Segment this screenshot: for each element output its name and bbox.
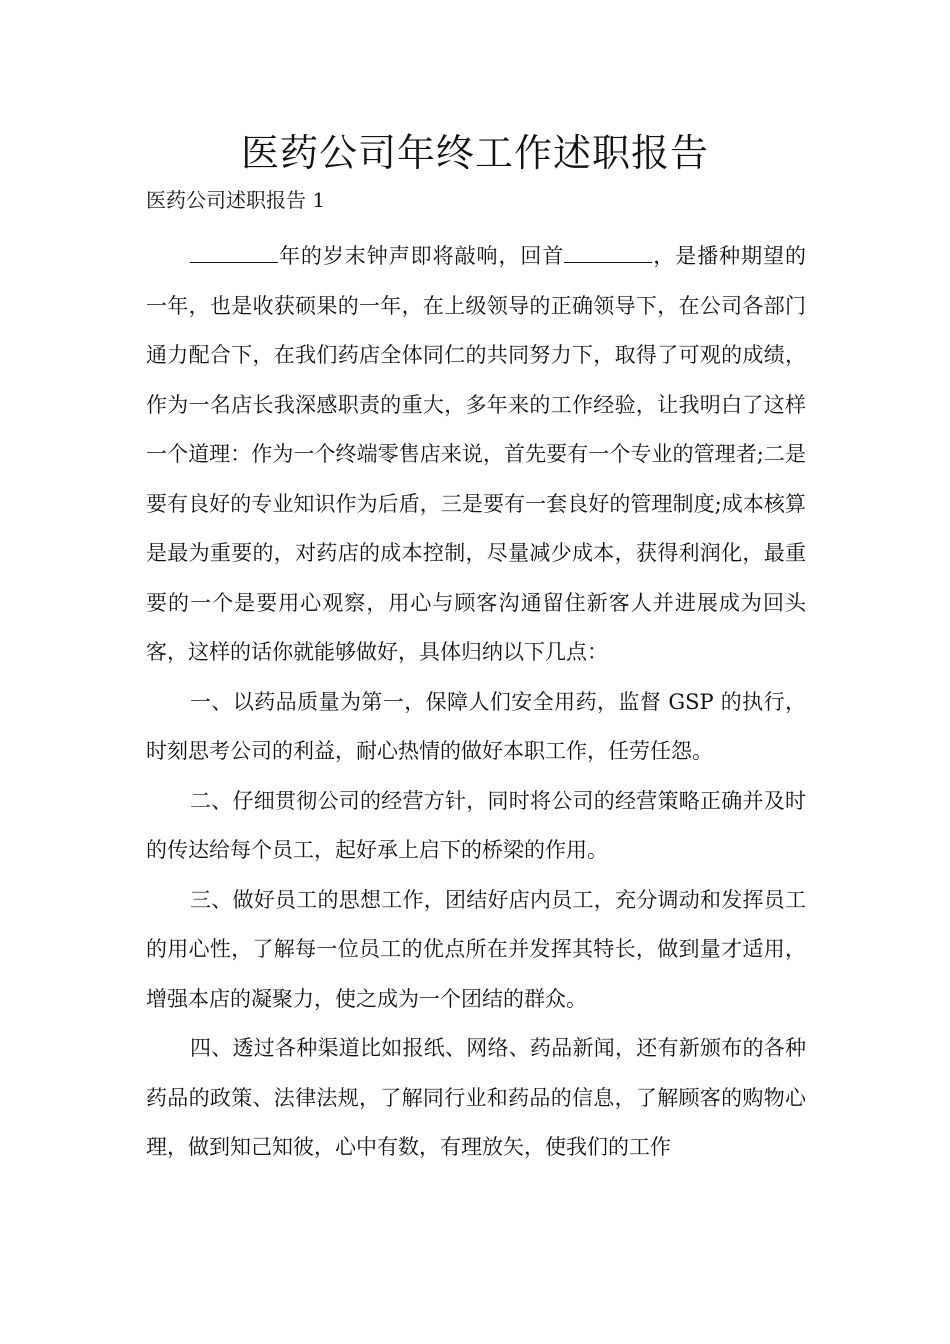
document-body [146, 232, 806, 1173]
paragraph-point-2: 二、仔细贯彻公司的经营方针，同时将公司的经营策略正确并及时的传达给每个员工，起好承上启下的桥梁的作用。 [146, 788, 806, 862]
intro-paragraph [146, 232, 806, 678]
intro-text-2: ，是播种期望的一年，也是收获硕果的一年，在上级领导的正确领导下，在公司各部门通力配合下，在我们药店全体同仁的共同努力下，取得了可观的成绩，作为一名店长我深感职责的重大，多年来的工作经验，让我明白了这样一个道理：作为一个终端零售店来说，首先要有一个专业的管理者;二是要有良好的专业知识作为后盾，三是要有一套良好的管理制度;成本核算是最为重要的，对药店的成本控制，尽量减少成本，获得利润化，最重要的一个是要用心观察，用心与顾客沟通留住新客人并进展成为回头客，这样的话你就能够做好，具体归纳以下几点： [146, 244, 807, 664]
document-title: 医药公司年终工作述职报告 [240, 131, 709, 175]
document-subtitle: 医药公司述职报告 1 [146, 188, 326, 212]
intro-text-1: 年的岁末钟声即将敲响，回首 [278, 244, 565, 268]
paragraph-point-3: 三、做好员工的思想工作，团结好店内员工，充分调动和发挥员工的用心性，了解每一位员工的优点所在并发挥其特长，做到量才适用，增强本店的凝聚力，使之成为一个团结的群众。 [146, 887, 806, 1011]
paragraph-point-1: 一、以药品质量为第一，保障人们安全用药，监督 GSP 的执行，时刻思考公司的利益，耐心热情的做好本职工作，任劳任怨。 [146, 689, 806, 763]
fill-in-blank [564, 261, 652, 263]
paragraph-point-4: 四、透过各种渠道比如报纸、网络、药品新闻，还有新颁布的各种药品的政策、法律法规，了解同行业和药品的信息，了解顾客的购物心理，做到知己知彼，心中有数，有理放矢，使我们的工作 [146, 1036, 806, 1159]
fill-in-blank [190, 261, 278, 263]
